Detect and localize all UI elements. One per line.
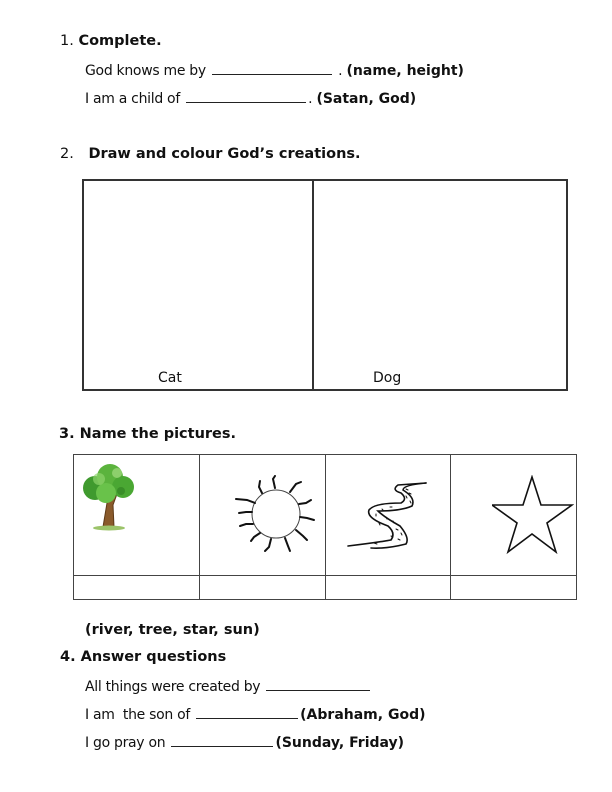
- star-icon: [492, 475, 574, 555]
- q4-item-2-text: I am the son of: [85, 707, 190, 723]
- q1-item-1-options: (name, height): [346, 63, 464, 79]
- answer-cell-3[interactable]: [325, 576, 451, 600]
- drawing-label-cat: Cat: [158, 370, 182, 386]
- answer-cell-4[interactable]: [451, 576, 577, 600]
- answer-cell-1[interactable]: [74, 576, 200, 600]
- q1-item-2-punct: .: [308, 91, 313, 107]
- pictures-table: [73, 454, 577, 600]
- q2-number: 2.: [60, 146, 74, 162]
- drawing-label-dog: Dog: [373, 370, 402, 386]
- answer-blank[interactable]: [212, 62, 332, 75]
- tree-icon: [79, 461, 137, 531]
- drawing-area: [82, 179, 568, 391]
- q2-heading: [60, 146, 361, 162]
- q3-heading: [59, 426, 236, 442]
- q1-item-1-text: God knows me by: [85, 63, 206, 79]
- q3-title: . Name the pictures.: [69, 426, 237, 442]
- drawing-box-cat[interactable]: [84, 181, 312, 389]
- q1-number: 1.: [60, 33, 74, 49]
- q1-item-1-punct: .: [334, 63, 343, 79]
- picture-cell-tree: [74, 455, 200, 576]
- q1-item-1: [85, 62, 464, 79]
- word-bank-text: (river, tree, star, sun): [85, 622, 260, 638]
- pictures-image-row: [74, 455, 577, 576]
- drawing-box-dog[interactable]: [314, 181, 566, 389]
- picture-cell-sun: [199, 455, 325, 576]
- q3-number: 3: [59, 426, 70, 442]
- q4-title: 4. Answer questions: [60, 649, 227, 665]
- q4-item-1-text: All things were created by: [85, 679, 261, 695]
- q1-item-2: [85, 90, 416, 107]
- picture-cell-star: [451, 455, 577, 576]
- pictures-answer-row: [74, 576, 577, 600]
- q4-item-2: [85, 706, 426, 723]
- answer-blank[interactable]: [266, 678, 370, 691]
- answer-cell-2[interactable]: [199, 576, 325, 600]
- answer-blank[interactable]: [186, 90, 306, 103]
- q1-item-2-text: I am a child of: [85, 91, 180, 107]
- q4-item-2-options: (Abraham, God): [300, 707, 426, 723]
- word-bank: [85, 622, 260, 638]
- q4-heading: [60, 649, 226, 665]
- picture-cell-river: [325, 455, 451, 576]
- q1-item-2-options: (Satan, God): [316, 91, 417, 107]
- q2-title: Draw and colour God’s creations.: [88, 146, 361, 162]
- answer-blank[interactable]: [171, 734, 273, 747]
- river-icon: [346, 481, 436, 553]
- q1-heading: [60, 33, 162, 49]
- answer-blank[interactable]: [196, 706, 298, 719]
- sun-icon: [234, 475, 318, 555]
- q1-title: Complete.: [78, 33, 162, 49]
- q4-item-3-options: (Sunday, Friday): [275, 735, 405, 751]
- q4-item-1: [85, 678, 372, 695]
- q4-item-3: [85, 734, 404, 751]
- q4-item-3-text: I go pray on: [85, 735, 166, 751]
